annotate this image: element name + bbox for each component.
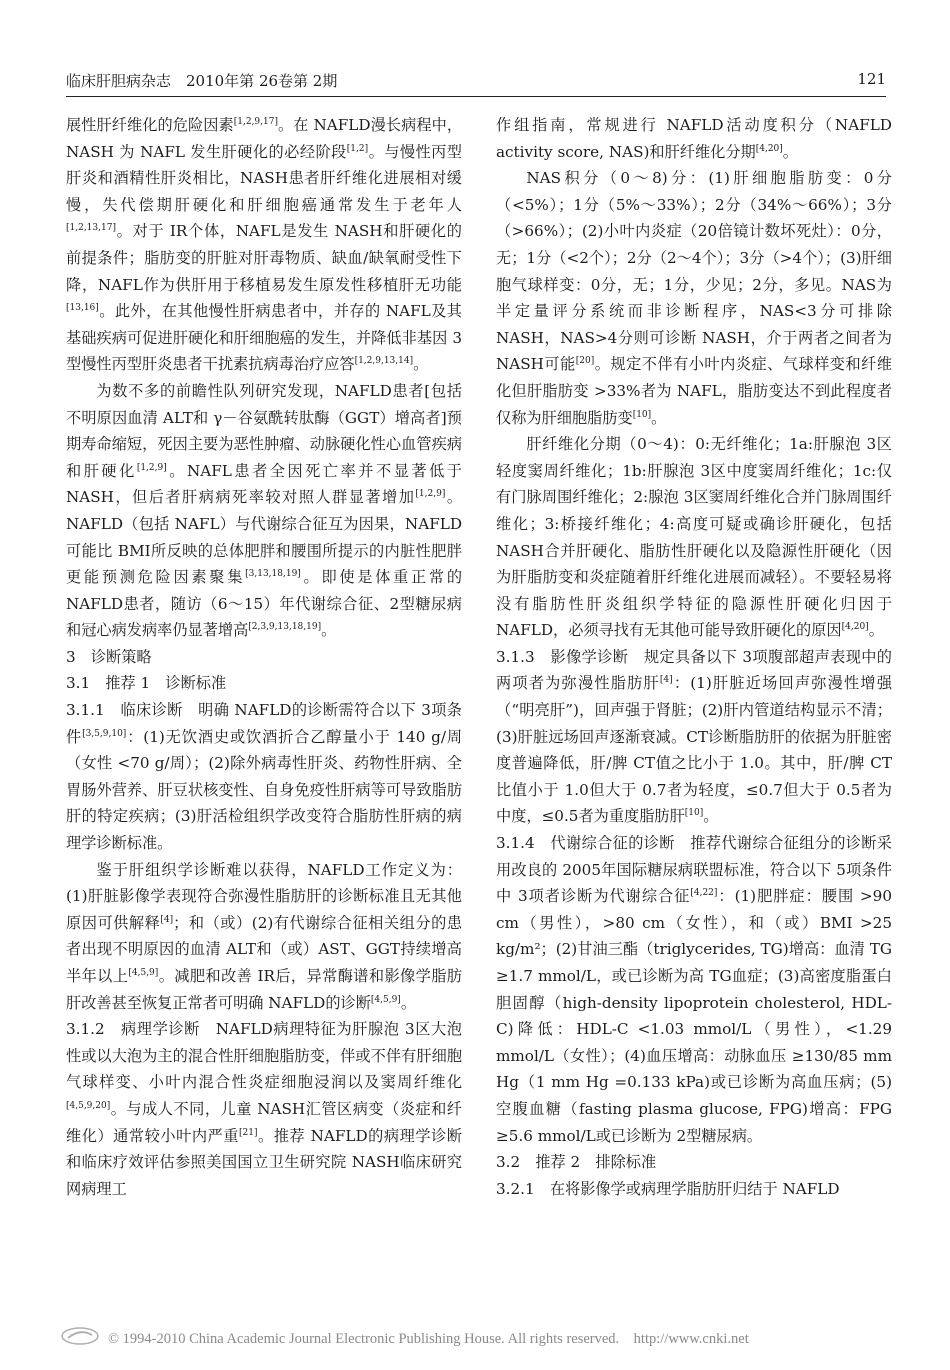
text-run: 3.1.1 临床诊断 明确 NAFLD的诊断需符合以下 3项条件 bbox=[66, 701, 462, 746]
citation: [4] bbox=[160, 914, 174, 925]
citation: [4,5,9,20] bbox=[66, 1100, 111, 1111]
citation: [4,20] bbox=[755, 143, 783, 154]
citation: [1,2,9,13,14] bbox=[354, 356, 414, 367]
section-heading bbox=[66, 644, 462, 671]
citation: [13,16] bbox=[66, 303, 99, 314]
footer bbox=[60, 1324, 890, 1350]
paragraph bbox=[496, 1176, 892, 1203]
cnki-logo-icon bbox=[60, 1326, 100, 1346]
text-run: 3.2.1 在将影像学或病理学脂肪肝归结于 NAFLD bbox=[496, 1179, 840, 1198]
text-run: 。与慢性丙型肝炎和酒精性肝炎相比，NASH患者肝纤维化进展相对缓慢，失代偿期肝硬化和肝细胞癌通常发生于老年人 bbox=[66, 142, 462, 214]
text-run: 。 bbox=[782, 142, 798, 161]
citation: [1,2,9,17] bbox=[233, 117, 278, 127]
text-run: 。推荐 NAFLD的病理学诊断和临床疗效评估参照美国国立卫生研究院 NASH临床研究网病理工 bbox=[66, 1126, 462, 1198]
text-run: NAS积分（0～8)分：(1)肝细胞脂肪变：0分（<5%）；1分（5%～33%）；2分（34%～66%）；3分（>66%）；(2)小叶内炎症（20倍镜计数坏死灶）：0分，无；1分（<2个）；2分（2～4个）；3分（>4个）；(3)肝细胞气球样变：0分，无；1分，少见；2分，多见。NAS为半定量评分系统而非诊断程序，NAS<3分可排除 NASH，NAS>4分则可诊断 NASH，介于两者之间者为 NASH可能 bbox=[496, 169, 892, 374]
text-run: ：(1)肥胖症：腰围 >90 cm（男性），>80 cm（女性），和（或）BMI >25 kg/m²；(2)甘油三酯（triglycerides, TG)增高：血清 TG ≥1.7 mmol/L，或已诊断为高 TG血症；(3)高密度脂蛋白胆固醇（high-density lipoprotein cholesterol, HDL-C)降低：HDL-C <1.03 mmol/L（男性），<1.29 mmol/L（女性）；(4)血压增高：动脉血压 ≥130/85 mm Hg（1 mm Hg =0.133 kPa)或已诊断为高血压病；(5)空腹血糖（fasting plasma glucose, FPG)增高：FPG ≥5.6 mmol/L或已诊断为 2型糖尿病。 bbox=[496, 887, 892, 1145]
paragraph bbox=[496, 165, 892, 431]
text-run: 。 bbox=[413, 355, 429, 374]
text-run: ：(1)无饮酒史或饮酒折合乙醇量小于 140 g/周（女性 <70 g/周）；(2)除外病毒性肝炎、药物性肝病、全胃肠外营养、肝豆状核变性、自身免疫性肝病等可导致脂肪肝的特定疾病；(3)肝活检组织学改变符合脂肪性肝病的病理学诊断标准。 bbox=[66, 727, 463, 853]
section-heading bbox=[496, 1149, 892, 1176]
citation: [21] bbox=[239, 1127, 258, 1138]
paragraph bbox=[66, 857, 462, 1017]
citation: [4,5,9] bbox=[370, 994, 401, 1005]
citation: [3,5,9,10] bbox=[82, 728, 127, 739]
citation: [4] bbox=[659, 675, 673, 686]
text-run: 。 bbox=[321, 621, 337, 640]
citation: [1,2,9] bbox=[136, 462, 167, 473]
text-run: 。NAFLD（包括 NAFL）与代谢综合征互为因果，NAFLD可能比 BMI所反映的总体肥胖和腰围所提示的内脏性肥胖更能预测危险因素聚集 bbox=[66, 488, 463, 587]
header-rule bbox=[66, 96, 886, 97]
journal-title: 临床肝胆病杂志 2010年第 26卷第 2期 bbox=[66, 72, 338, 90]
text-run: 作组指南，常规进行 NAFLD活动度积分（NAFLD activity score, NAS)和肝纤维化分期 bbox=[496, 116, 892, 161]
section-heading bbox=[66, 670, 462, 697]
paragraph bbox=[496, 830, 892, 1149]
text-run: 3.1 推荐 1 诊断标准 bbox=[66, 674, 227, 693]
citation: [2,3,9,13,18,19] bbox=[248, 622, 322, 633]
text-run: 。减肥和改善 IR后，异常酶谱和影像学脂肪肝改善甚至恢复正常者可明确 NAFLD的诊断 bbox=[66, 967, 463, 1012]
text-run: 3 诊断策略 bbox=[66, 647, 152, 666]
text-run: 3.2 推荐 2 排除标准 bbox=[496, 1153, 657, 1172]
citation: [3,13,18,19] bbox=[245, 569, 301, 580]
text-run: 。规定不伴有小叶内炎症、气球样变和纤维化但肝脂肪变 >33%者为 NAFL，脂肪变达不到此程度者仅称为肝细胞脂肪变 bbox=[496, 355, 893, 427]
citation: [10] bbox=[684, 808, 704, 819]
text-run: 3.1.2 病理学诊断 NAFLD病理特征为肝腺泡 3区大泡性或以大泡为主的混合性肝细胞脂肪变，伴或不伴有肝细胞气球样变、小叶内混合性炎症细胞浸润以及窦周纤维化 bbox=[66, 1020, 462, 1092]
text-run: 。对于 IR个体，NAFL是发生 NASH和肝硬化的前提条件；脂肪变的肝脏对肝毒物质、缺血/缺氧耐受性下降，NAFL作为供肝用于移植易发生原发性移植肝无功能 bbox=[66, 222, 462, 294]
paragraph bbox=[496, 644, 892, 830]
text-run: 展性肝纤维化的危险因素 bbox=[66, 116, 234, 134]
citation: [4,20] bbox=[841, 622, 869, 633]
text-run: 鉴于肝组织学诊断难以获得，NAFLD工作定义为：(1)肝脏影像学表现符合弥漫性脂肪肝的诊断标准且无其他原因可供解释 bbox=[66, 860, 462, 932]
text-run: ；和（或）(2)有代谢综合征相关组分的患者出现不明原因的血清 ALT和（或）AST、GGT持续增高半年以上 bbox=[66, 913, 463, 985]
text-run: 。 bbox=[651, 408, 667, 427]
paragraph bbox=[66, 697, 462, 857]
citation: [10] bbox=[632, 409, 652, 420]
right-column bbox=[496, 112, 892, 1202]
text-run: 为数不多的前瞻性队列研究发现，NAFLD患者[包括不明原因血清 ALT和 γ－谷氨酰转肽酶（GGT）增高者]预期寿命缩短，死因主要为恶性肿瘤、动脉硬化性心血管疾病和肝硬化 bbox=[66, 381, 462, 480]
text-run: 3.1.4 代谢综合征的诊断 推荐代谢综合征组分的诊断采用改良的 2005年国际糖尿病联盟标准，符合以下 5项条件中 3项者诊断为代谢综合征 bbox=[496, 834, 892, 906]
citation: [4,5,9] bbox=[128, 968, 159, 978]
text-run: 。与成人不同，儿童 NASH汇管区病变（炎症和纤维化）通常较小叶内严重 bbox=[66, 1099, 462, 1145]
citation: [1,2,9] bbox=[415, 489, 446, 500]
text-run: 3.1.3 影像学诊断 规定具备以下 3项腹部超声表现中的两项者为弥漫性脂肪肝 bbox=[496, 647, 892, 693]
citation: [20] bbox=[575, 356, 595, 367]
paragraph bbox=[66, 378, 462, 644]
paragraph bbox=[66, 1016, 462, 1202]
text-run: 。 bbox=[868, 621, 884, 640]
text-run: 肝纤维化分期（0～4)：0:无纤维化；1a:肝腺泡 3区轻度窦周纤维化；1b:肝腺泡 3区中度窦周纤维化；1c:仅有门脉周围纤维化；2:腺泡 3区窦周纤维化合并门脉周围纤维化；3:桥接纤维化；4:高度可疑或确诊肝硬化，包括 NASH合并肝硬化、脂肪性肝硬化以及隐源性肝硬化（因为肝脂肪变和炎症随着肝纤维化进展而减轻）。不要轻易将没有脂肪性肝炎组织学特征的隐源性肝硬化归因于 NAFLD，必须寻找有无其他可能导致肝硬化的原因 bbox=[496, 435, 892, 640]
text-run: 。在 NAFLD漫长病程中，NASH 为 NAFL 发生肝硬化的必经阶段 bbox=[66, 116, 463, 161]
text-run: 。NAFL患者全因死亡率并不显著低于 NASH，但后者肝病病死率较对照人群显著增加 bbox=[66, 461, 462, 507]
paragraph bbox=[66, 112, 462, 378]
citation: [1,2] bbox=[346, 143, 369, 154]
citation: [1,2,13,17] bbox=[66, 223, 116, 234]
left-column bbox=[66, 112, 462, 1202]
page-number: 121 bbox=[857, 70, 886, 88]
running-header bbox=[66, 66, 886, 96]
paragraph bbox=[496, 112, 892, 165]
copyright-text: © 1994-2010 China Academic Journal Electronic Publishing House. All rights reserved. http://www.cnki.net bbox=[108, 1331, 749, 1347]
text-run: 。 bbox=[400, 993, 417, 1012]
text-run: ：(1)肝脏近场回声弥漫性增强（“明亮肝”)，回声强于肾脏；(2)肝内管道结构显示不清；(3)肝脏远场回声逐渐衰减。CT诊断脂肪肝的依据为肝脏密度普遍降低，肝/脾 CT值之比小于 1.0。其中，肝/脾 CT比值小于 1.0但大于 0.7者为轻度，≤0.7但大于 0.5者为中度，≤0.5者为重度脂肪肝 bbox=[496, 674, 893, 826]
paragraph bbox=[496, 431, 892, 644]
text-run: 。 bbox=[703, 807, 719, 826]
text-run: 。此外，在其他慢性肝病患者中，并存的 NAFL及其基础疾病可促进肝硬化和肝细胞癌的发生，并降低非基因 3型慢性丙型肝炎患者干扰素抗病毒治疗应答 bbox=[66, 302, 462, 374]
citation: [4,22] bbox=[690, 888, 718, 899]
text-run: 。即使是体重正常的 NAFLD患者，随访（6～15）年代谢综合征、2型糖尿病和冠心病发病率仍显著增高 bbox=[66, 568, 463, 640]
